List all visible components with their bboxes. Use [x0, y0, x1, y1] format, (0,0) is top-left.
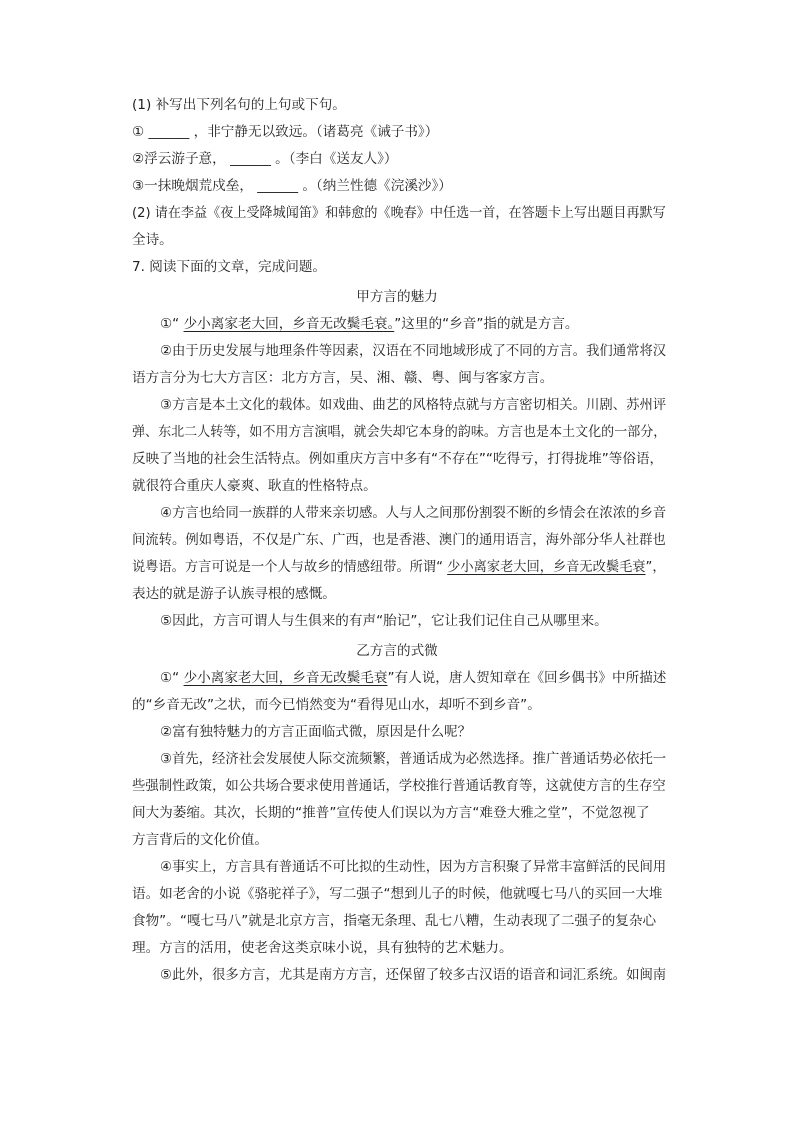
yi-paragraph-3-line: 些强制性政策，如公共场合要求使用普通话，学校推行普通话教育等，这就使方言的生存空 [132, 778, 666, 794]
poem-quote: 少小离家老大回，乡音无改鬓毛衰。 [183, 316, 395, 332]
jia-paragraph-4-line: 间流转。例如粤语，不仅是广东、广西，也是香港、澳门的通用语言，海外部分华人社群也 [132, 532, 666, 548]
jia-paragraph-4-line: ④方言也给同一族群的人带来亲切感。人与人之间那份割裂不断的乡情会在浓浓的乡音 [160, 505, 667, 521]
yi-paragraph-4-line: ④事实上，方言具有普通话不可比拟的生动性，因为方言积聚了异常丰富鲜活的民间用 [160, 859, 667, 875]
q6-item-1: ① ______ ，非宁静无以致远。（诸葛亮《诫子书》） [132, 124, 439, 140]
poem-quote: 少小离家老大回，乡音无改鬓毛衰 [183, 670, 388, 686]
yi-paragraph-5-line: ⑤此外，很多方言，尤其是南方方言，还保留了较多古汉语的语音和词汇系统。如闽南 [160, 967, 667, 983]
yi-paragraph-4-line: 食物”。“嘎七马八”就是北京方言，指毫无条理、乱七八糟，生动表现了二强子的复杂心 [132, 913, 657, 929]
q7-stem: 7. 阅读下面的文章，完成问题。 [132, 259, 327, 275]
q6-part2-instruction: (2) 请在李益《夜上受降城闻笛》和韩愈的《晚春》中任选一首，在答题卡上写出题目再默写 [132, 205, 666, 221]
article-jia-title: 甲方言的魅力 [356, 289, 438, 305]
q6-part2-instruction-cont: 全诗。 [132, 232, 173, 248]
jia-paragraph-2-line: ②由于历史发展与地理条件等因素，汉语在不同地域形成了不同的方言。我们通常将汉 [160, 343, 667, 359]
answer-blank: ______ [257, 178, 299, 194]
jia-paragraph-5: ⑤因此，方言可谓人与生俱来的有声“胎记”，它让我们记住自己从哪里来。 [160, 613, 608, 629]
q6-item-3: ③一抹晚烟荒戍垒， ______ 。（纳兰性德《浣溪沙》） [132, 178, 452, 194]
yi-paragraph-4-line: 理。方言的活用，使老舍这类京味小说，具有独特的艺术魅力。 [132, 940, 513, 956]
yi-paragraph-1-line: ①“ 少小离家老大回，乡音无改鬓毛衰”有人说，唐人贺知章在《回乡偶书》中所描述 [160, 670, 667, 686]
jia-paragraph-4-line: 说粤语。方言可说是一个人与故乡的情感纽带。所谓“ 少小离家老大回，乡音无改鬓毛衰”， [132, 559, 666, 575]
jia-paragraph-1: ①“ 少小离家老大回，乡音无改鬓毛衰。”这里的“乡音”指的就是方言。 [160, 316, 579, 332]
jia-paragraph-3-line: ③方言是本土文化的载体。如戏曲、曲艺的风格特点就与方言密切相关。川剧、苏州评 [160, 397, 667, 413]
yi-paragraph-3-line: ③首先，经济社会发展使人际交流频繁，普通话成为必然选择。推广普通话势必依托一 [160, 751, 667, 767]
article-yi-title: 乙方言的式微 [356, 643, 438, 659]
answer-blank: ______ [230, 151, 271, 167]
q6-item-2: ②浮云游子意， ______ 。（李白《送友人》） [132, 151, 398, 167]
answer-blank: ______ [148, 124, 190, 140]
jia-paragraph-3-line: 就很符合重庆人豪爽、耿直的性格特点。 [132, 478, 377, 494]
yi-paragraph-1-line: 的“乡音无改”之状，而今已悄然变为“看得见山水，却听不到乡音”。 [132, 697, 541, 713]
jia-paragraph-3-line: 反映了当地的社会生活特点。例如重庆方言中多有“不存在”“吃得亏，打得拢堆”等俗语， [132, 451, 664, 467]
poem-quote: 少小离家老大回，乡音无改鬓毛衰 [447, 559, 646, 575]
jia-paragraph-4-line: 表达的就是游子认族寻根的感慨。 [132, 586, 336, 602]
yi-paragraph-4-line: 语。如老舍的小说《骆驼祥子》，写二强子“想到儿子的时候，他就嘎七马八的买回一大堆 [132, 886, 663, 902]
yi-paragraph-3-line: 方言背后的文化价值。 [132, 832, 268, 848]
yi-paragraph-3-line: 间大为萎缩。其次，长期的“推普”宣传使人们误以为方言“难登大雅之堂”，不觉忽视了 [132, 805, 650, 821]
jia-paragraph-2-line: 语方言分为七大方言区：北方方言，吴、湘、赣、粤、闽与客家方言。 [132, 370, 554, 386]
yi-paragraph-2: ②富有独特魅力的方言正面临式微，原因是什么呢？ [160, 724, 472, 740]
q6-part1-instruction: (1) 补写出下列名句的上句或下句。 [132, 97, 346, 113]
jia-paragraph-3-line: 弹、东北二人转等，如不用方言演唱，就会失却它本身的韵味。方言也是本土文化的一部分， [132, 424, 667, 440]
